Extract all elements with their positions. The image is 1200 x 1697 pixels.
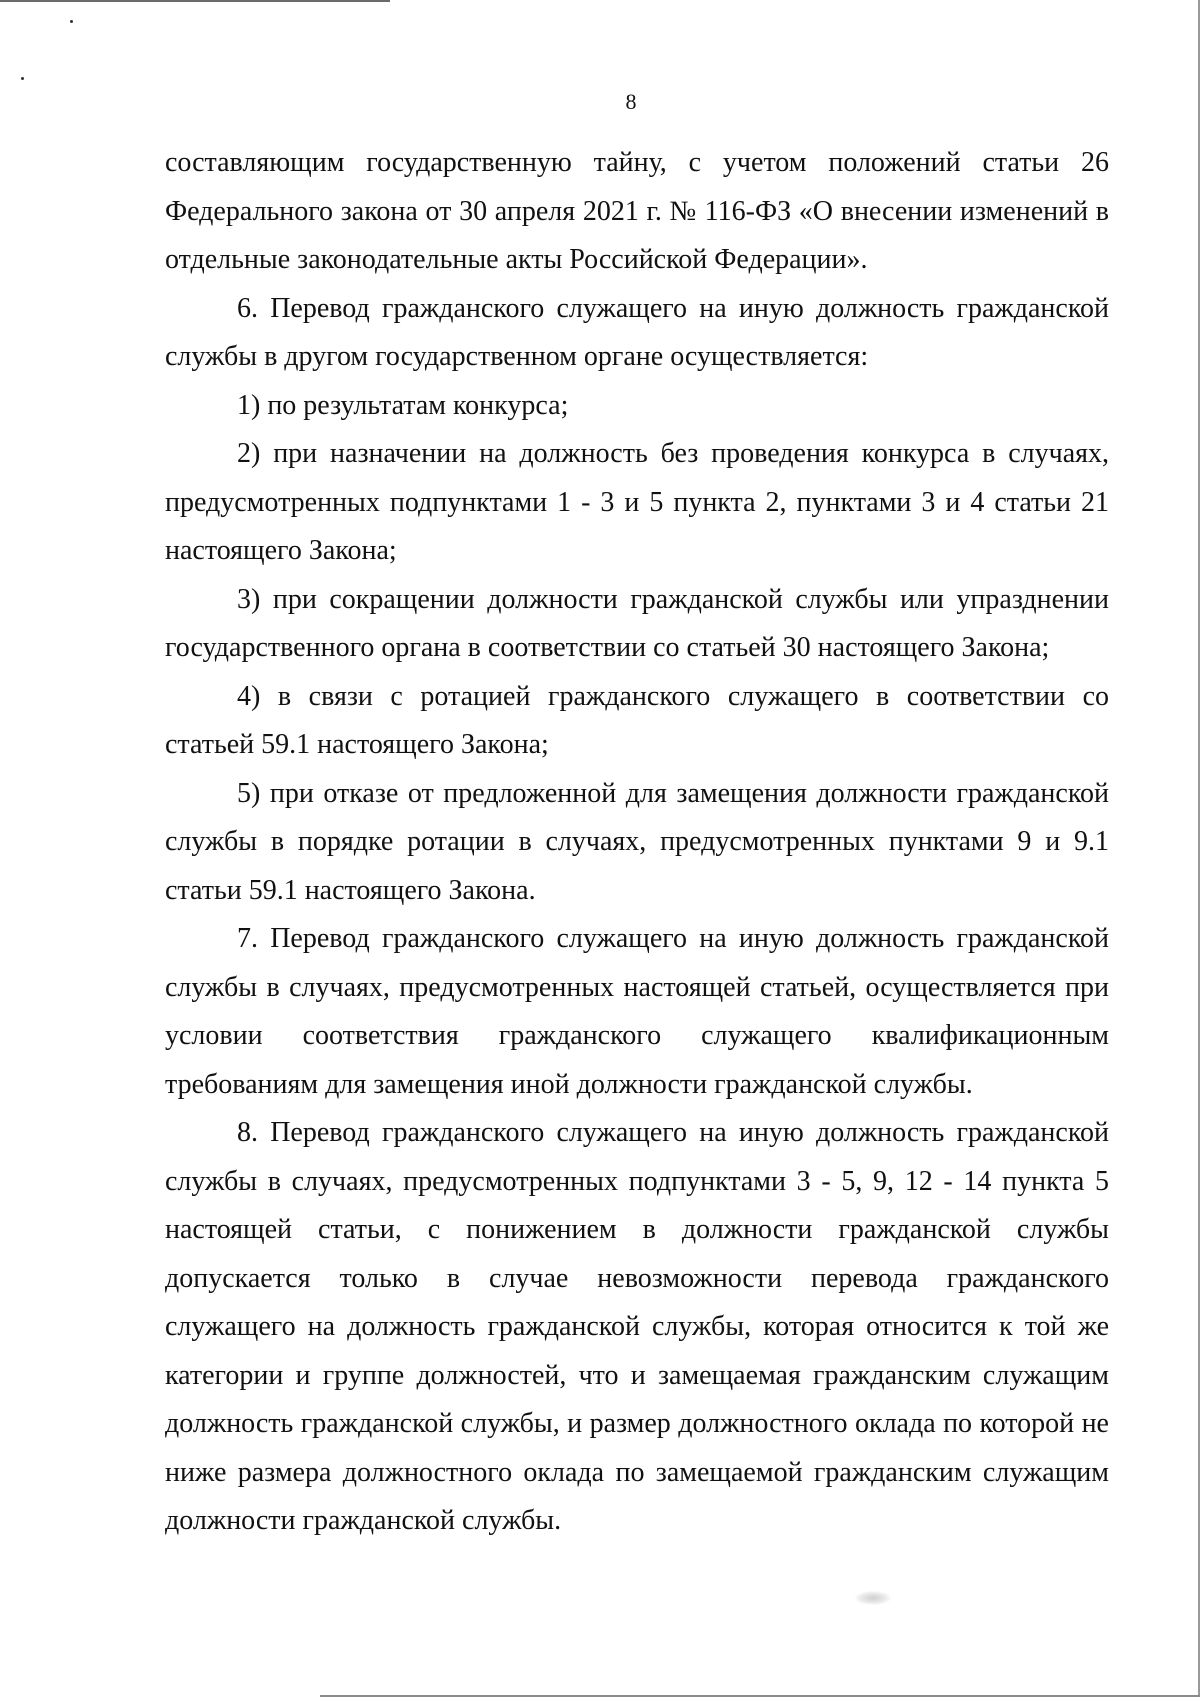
paragraph-subitem-4: 4) в связи с ротацией гражданского служащего в соответствии со статьей 59.1 настоящего Закона;	[165, 680, 1109, 760]
paragraph-subitem-1: 1) по результатам конкурса;	[237, 389, 569, 421]
scan-border-top	[0, 0, 390, 2]
page-number: 8	[625, 89, 637, 114]
paragraph-item-8: 8. Перевод гражданского служащего на иную должность гражданской службы в случаях, предусмотренных подпунктами 3 - 5, 9, 12 - 14 пункта 5 настоящей статьи, с понижением в должности гражданской службы допускается только в случае невозможности перевода гражданского служащего на должность гражданской службы, которая относится к той же категории и группе должностей, что и замещаемая гражданским служащим должность гражданской службы, и размер должностного оклада по которой не ниже размера должностного оклада по замещаемой гражданским служащим должности гражданской службы.	[165, 1117, 1109, 1536]
paragraph-subitem-2: 2) при назначении на должность без проведения конкурса в случаях, предусмотренных подпунктами 1 - 3 и 5 пункта 2, пунктами 3 и 4 статьи 21 настоящего Закона;	[165, 438, 1109, 566]
document-body	[165, 139, 1109, 1546]
paragraph-subitem-3: 3) при сокращении должности гражданской службы или упразднении государственного органа в соответствии со статьей 30 настоящего Закона;	[165, 583, 1109, 663]
paragraph-continuation: составляющим государственную тайну, с учетом положений статьи 26 Федерального закона от 30 апреля 2021 г. № 116-ФЗ «О внесении изменений в отдельные законодательные акты Российской Федерации».	[165, 147, 1109, 275]
paragraph-item-6: 6. Перевод гражданского служащего на иную должность гражданской службы в другом государственном органе осуществляется:	[165, 292, 1109, 372]
scan-smudge	[855, 1591, 891, 1605]
paragraph-item-7: 7. Перевод гражданского служащего на иную должность гражданской службы в случаях, предусмотренных настоящей статьей, осуществляется при условии соответствия гражданского служащего квалификационным требованиям для замещения иной должности гражданской службы.	[165, 923, 1109, 1100]
scan-speck	[70, 20, 73, 23]
paragraph-subitem-5: 5) при отказе от предложенной для замещения должности гражданской службы в порядке ротации в случаях, предусмотренных пунктами 9 и 9.1 статьи 59.1 настоящего Закона.	[165, 777, 1109, 906]
scan-speck	[21, 77, 24, 80]
